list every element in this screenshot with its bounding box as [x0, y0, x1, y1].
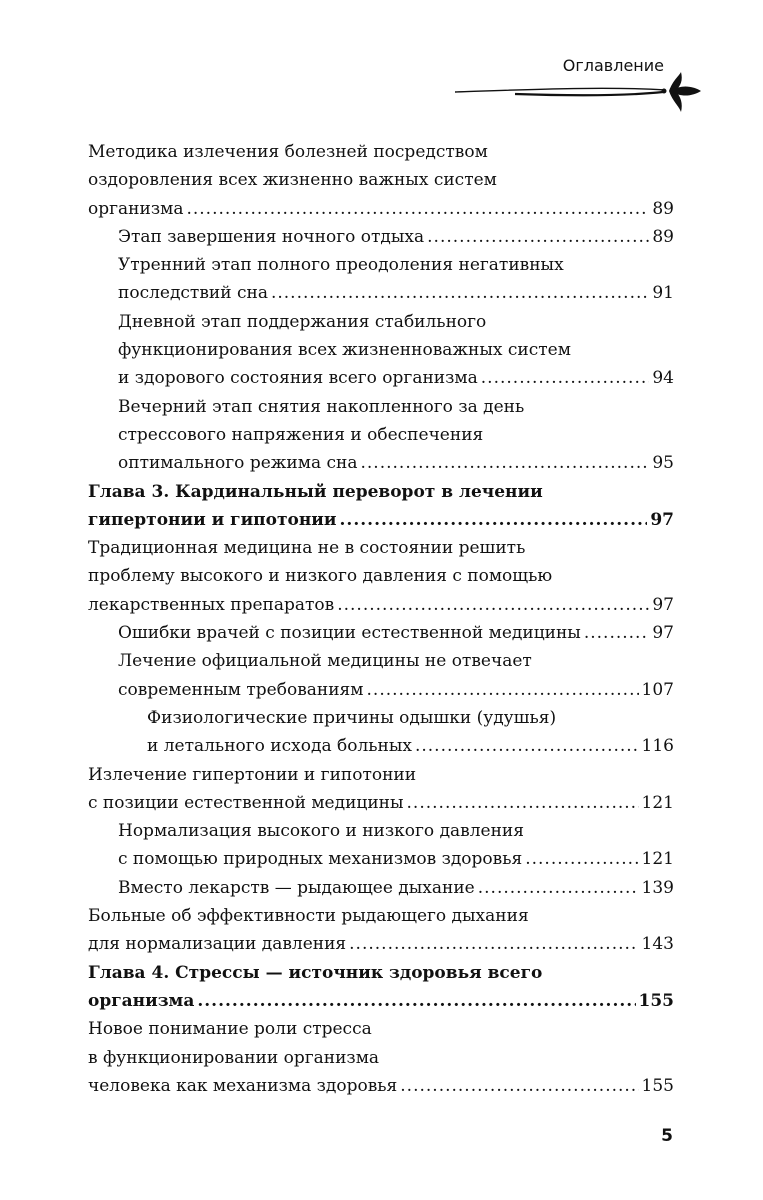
- toc-entry: [88, 959, 674, 1016]
- toc-entry-last-line: [147, 732, 674, 760]
- toc-page-number: 116: [641, 736, 674, 757]
- toc-entry-line: Методика излечения болезней посредством: [88, 142, 488, 162]
- toc-entry: [88, 308, 674, 393]
- toc-entry-line: Глава 3. Кардинальный переворот в лечении: [88, 481, 543, 502]
- toc-leader-dots: [427, 223, 649, 251]
- toc-page-number: 155: [638, 990, 674, 1011]
- toc-leader-dots: [337, 591, 649, 619]
- toc-entry-last-line: [118, 619, 674, 647]
- toc-entry-title: и здорового состояния всего организма: [118, 368, 478, 389]
- toc-entry: [88, 619, 674, 647]
- toc-leader-dots: [361, 449, 650, 477]
- toc-entry-title: Ошибки врачей с позиции естественной медицины: [118, 623, 581, 644]
- toc-entry-title: организма: [88, 198, 184, 219]
- page-number: 5: [661, 1126, 673, 1146]
- toc-entry-title: организма: [88, 990, 195, 1011]
- toc-entry-line: Лечение официальной медицины не отвечает: [118, 651, 532, 672]
- toc-leader-dots: [525, 845, 638, 873]
- toc-leader-dots: [481, 364, 650, 392]
- toc-entry-title: оптимального режима сна: [118, 453, 358, 474]
- toc-page-number: 97: [652, 623, 674, 644]
- toc-page-number: 95: [652, 453, 674, 474]
- toc-entry-last-line: [118, 845, 674, 873]
- toc-entry-title: современным требованиям: [118, 679, 364, 700]
- toc-entry-line: Нормализация высокого и низкого давления: [118, 821, 524, 842]
- toc-entry-title: Вместо лекарств — рыдающее дыхание: [118, 877, 475, 898]
- toc-entry-line: Новое понимание роли стресса: [88, 1019, 372, 1040]
- toc-leader-dots: [400, 1072, 638, 1100]
- toc-entry: [88, 874, 674, 902]
- toc-page-number: 89: [652, 198, 674, 219]
- toc-entry-title: с помощью природных механизмов здоровья: [118, 849, 523, 870]
- toc-page-number: 155: [641, 1075, 674, 1096]
- toc-entry: [88, 817, 674, 874]
- toc-leader-dots: [415, 732, 639, 760]
- toc-entry: [88, 251, 674, 308]
- toc-entry: [88, 1015, 674, 1100]
- toc-entry-last-line: [88, 930, 674, 958]
- toc-entry-line: Физиологические причины одышки (удушья): [147, 707, 557, 728]
- toc-entry: [88, 223, 674, 251]
- toc-page-number: 97: [652, 594, 674, 615]
- toc-entry-line: стрессового напряжения и обеспечения: [118, 424, 484, 445]
- toc-entry-last-line: [118, 449, 674, 477]
- toc-entry-line: функционирования всех жизненноважных систем: [118, 340, 571, 361]
- toc-entry-line: проблему высокого и низкого давления с помощью: [88, 566, 553, 587]
- toc-entry-last-line: [88, 195, 674, 223]
- toc-entry-title: лекарственных препаратов: [88, 594, 335, 615]
- toc-entry-last-line: [118, 279, 674, 307]
- toc-page-number: 91: [652, 283, 674, 304]
- toc-entry-last-line: [118, 364, 674, 392]
- toc-entry-title: человека как механизма здоровья: [88, 1075, 398, 1096]
- toc-entry: [88, 534, 674, 619]
- toc-entry: [88, 393, 674, 478]
- header-ornament-icon: [455, 72, 705, 112]
- toc-entry-line: в функционировании организма: [88, 1047, 380, 1068]
- toc-entry-title: последствий сна: [118, 283, 268, 304]
- toc-entry-last-line: [88, 987, 674, 1015]
- toc-entry: [88, 138, 674, 223]
- toc-entry-last-line: [88, 789, 674, 817]
- toc-entry-line: Вечерний этап снятия накопленного за день: [118, 396, 525, 417]
- toc-leader-dots: [271, 279, 649, 307]
- toc-entry: [88, 902, 674, 959]
- toc-entry-last-line: [118, 874, 674, 902]
- toc-entry-last-line: [118, 676, 674, 704]
- toc-entry-title: Этап завершения ночного отдыха: [118, 226, 425, 247]
- toc-leader-dots: [186, 195, 649, 223]
- running-header-title: Оглавление: [562, 56, 664, 75]
- toc-entry: [88, 704, 674, 761]
- toc-entry-line: Дневной этап поддержания стабильного: [118, 311, 487, 332]
- toc-entry: [88, 761, 674, 818]
- toc-leader-dots: [349, 930, 638, 958]
- toc-entry-last-line: [88, 591, 674, 619]
- toc-leader-dots: [367, 676, 639, 704]
- toc-leader-dots: [584, 619, 650, 647]
- toc-entry-line: оздоровления всех жизненно важных систем: [88, 170, 497, 191]
- toc-entry-line: Глава 4. Стрессы — источник здоровья всего: [88, 962, 543, 983]
- toc-entry-line: Излечение гипертонии и гипотонии: [88, 764, 417, 785]
- table-of-contents: [88, 138, 674, 1100]
- toc-page-number: 121: [641, 849, 674, 870]
- toc-entry-last-line: [88, 506, 674, 534]
- toc-leader-dots: [197, 987, 635, 1015]
- toc-entry: [88, 647, 674, 704]
- toc-page-number: 89: [652, 226, 674, 247]
- toc-entry-title: и летального исхода больных: [147, 736, 412, 757]
- toc-entry-title: для нормализации давления: [88, 934, 347, 955]
- toc-page-number: 107: [641, 679, 674, 700]
- toc-entry-line: Больные об эффективности рыдающего дыхания: [88, 906, 529, 927]
- toc-entry-last-line: [118, 223, 674, 251]
- toc-entry-title: с позиции естественной медицины: [88, 792, 404, 813]
- toc-entry-line: Утренний этап полного преодоления негативных: [118, 255, 564, 276]
- toc-entry-last-line: [88, 1072, 674, 1100]
- toc-page-number: 97: [650, 509, 674, 530]
- toc-page-number: 121: [641, 792, 674, 813]
- toc-entry-title: гипертонии и гипотонии: [88, 509, 337, 530]
- toc-entry-line: Традиционная медицина не в состоянии решить: [88, 538, 526, 559]
- toc-entry: [88, 478, 674, 535]
- toc-page-number: 143: [641, 934, 674, 955]
- toc-leader-dots: [340, 506, 648, 534]
- toc-leader-dots: [407, 789, 639, 817]
- toc-leader-dots: [478, 874, 639, 902]
- toc-page-number: 94: [652, 368, 674, 389]
- toc-page-number: 139: [641, 877, 674, 898]
